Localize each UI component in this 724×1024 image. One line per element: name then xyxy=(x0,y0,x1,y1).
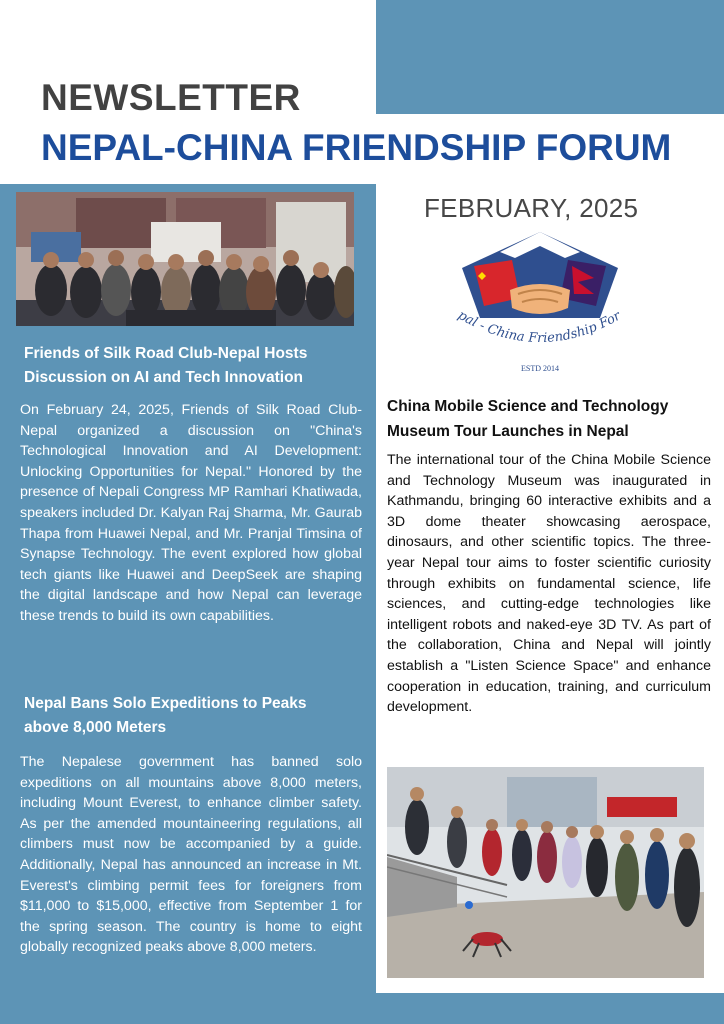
forum-title: NEPAL-CHINA FRIENDSHIP FORUM xyxy=(41,127,672,168)
logo-established: ESTD 2014 xyxy=(521,364,559,373)
article-3-headline: China Mobile Science and Technology Museum Tour Launches in Nepal xyxy=(387,398,669,440)
article-3-body: The international tour of the China Mobile Science and Technology Museum was inaugurated in Kathmandu, bringing 60 interactive exhibits and a 3D dome theater showcasing aerospace, dinosaurs, and other scientific topics. The three-year Nepal tour aims to foster scientific curiosity through exhibits on fundamental science, life sciences, and cutting-edge technologies like intelligent robots and naked-eye 3D TV. As part of the collaboration, China and Nepal will jointly establish a "Listen Science Space" and enhance cooperation in education, training, and curriculum development. xyxy=(387,452,711,716)
top-accent-band xyxy=(376,0,724,114)
article-1-headline: Friends of Silk Road Club-Nepal Hosts Discussion on AI and Tech Innovation xyxy=(24,345,308,386)
newsletter-title: NEWSLETTER xyxy=(41,77,301,118)
article-2-body: The Nepalese government has banned solo expeditions on all mountains above 8,000 meters, including Mount Everest, to enhance climber safety. As per the amended mountaineering regulations, all climbers must now be accompanied by a guide. Additionally, Nepal has announced an increase in Mt. Everest's climbing permit fees for foreigners from $11,000 to $15,000, effective from September 1 for the spring season. The country is home to eight globally recognized peaks above 8,000 meters. xyxy=(20,754,362,956)
logo-ring-text: pal - China Friendship For xyxy=(455,307,624,347)
handshake-icon xyxy=(510,284,570,314)
bottom-accent-band xyxy=(376,993,724,1024)
issue-date: FEBRUARY, 2025 xyxy=(424,193,639,223)
discussion-group-photo xyxy=(16,192,354,326)
article-2-headline: Nepal Bans Solo Expeditions to Peaks above 8,000 Meters xyxy=(24,695,307,736)
forum-logo xyxy=(440,228,640,378)
article-1-body: On February 24, 2025, Friends of Silk Road Club-Nepal organized a discussion on "China's Technological Innovation and AI Development: Unlocking Opportunities for Nepal." Honored by the presence of Nepali Congress MP Ramhari Khatiwada, speakers included Dr. Kalyan Raj Sharma, Mr. Gaurab Thapa from Huawei Nepal, and Mr. Pranjal Timsina of Synapse Technology. The event explored how global tech giants like Huawei and DeepSeek are shaping the digital landscape and how Nepal can leverage these trends to build its own capabilities. xyxy=(20,402,362,624)
museum-exhibit-photo xyxy=(387,767,704,978)
